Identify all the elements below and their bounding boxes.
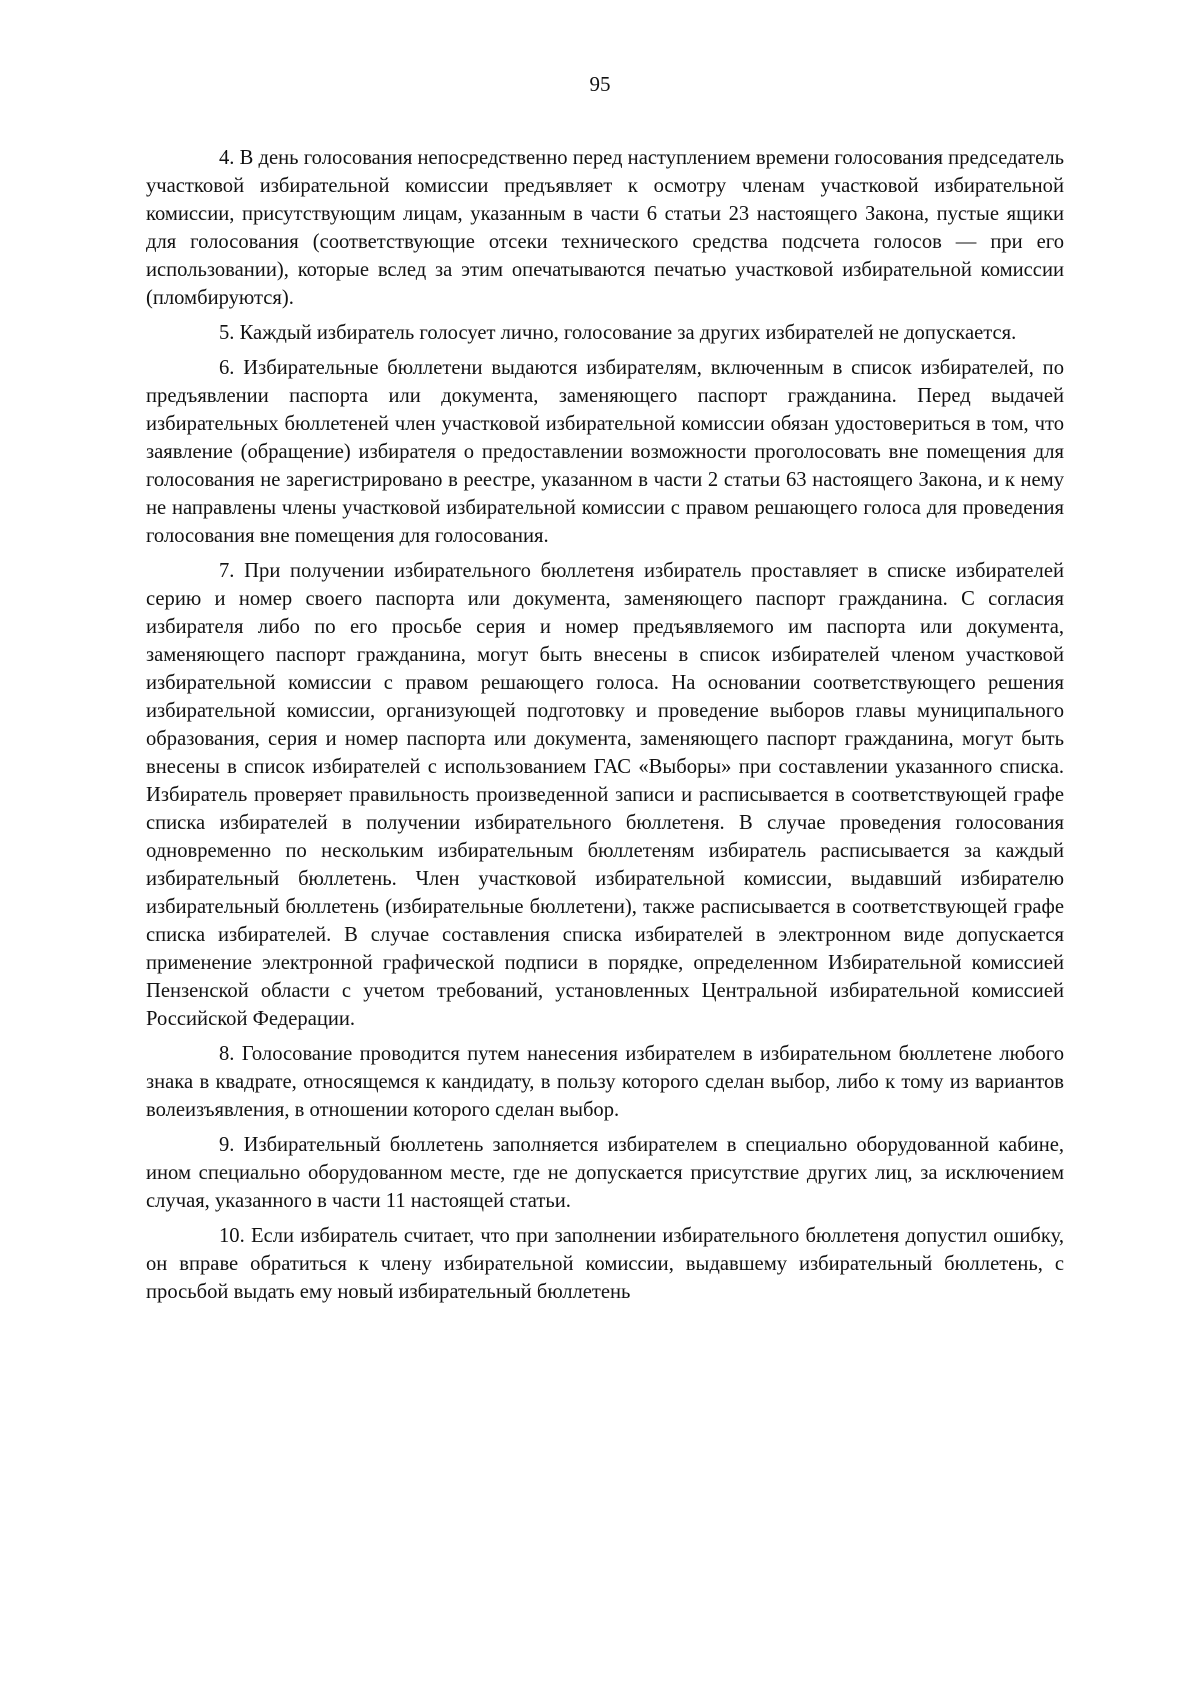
paragraph-item-9: 9. Избирательный бюллетень заполняется избирателем в специально оборудованной кабине, ином специально оборудованном месте, где не допускается присутствие других лиц, за исключением случая, указанного в части 11 настоящей статьи. bbox=[146, 1134, 1064, 1212]
paragraph-item-7: 7. При получении избирательного бюллетеня избиратель проставляет в списке избирателей серию и номер своего паспорта или документа, заменяющего паспорт гражданина. С согласия избирателя либо по его просьбе серия и номер предъявляемого им паспорта или документа, заменяющего паспорт гражданина, могут быть внесены в список избирателей членом участковой избирательной комиссии с правом решающего голоса. На основании соответствующего решения избирательной комиссии, организующей подготовку и проведение выборов главы муниципального образования, серия и номер паспорта или документа, заменяющего паспорт гражданина, могут быть внесены в список избирателей с использованием ГАС «Выборы» при составлении указанного списка. Избиратель проверяет правильность произведенной записи и расписывается в соответствующей графе списка избирателей в получении избирательного бюллетеня. В случае проведения голосования одновременно по нескольким избирательным бюллетеням избиратель расписывается за каждый избирательный бюллетень. Член участковой избирательной комиссии, выдавший избирателю избирательный бюллетень (избирательные бюллетени), также расписывается в соответствующей графе списка избирателей. В случае составления списка избирателей в электронном виде допускается применение электронной графической подписи в порядке, определенном Избирательной комиссией Пензенской области с учетом требований, установленных Центральной избирательной комиссией Российской Федерации. bbox=[146, 560, 1064, 1030]
paragraph-item-5: 5. Каждый избиратель голосует лично, голосование за других избирателей не допускается. bbox=[219, 322, 1017, 344]
paragraph-item-10: 10. Если избиратель считает, что при заполнении избирательного бюллетеня допустил ошибку, он вправе обратиться к члену избирательной комиссии, выдавшему избирательный бюллетень, с просьбой выдать ему новый избирательный бюллетень bbox=[146, 1225, 1064, 1303]
paragraph-item-4: 4. В день голосования непосредственно перед наступлением времени голосования председатель участковой избирательной комиссии предъявляет к осмотру членам участковой избирательной комиссии, присутствующим лицам, указанным в части 6 статьи 23 настоящего Закона, пустые ящики для голосования (соответствующие отсеки технического средства подсчета голосов — при его использовании), которые вслед за этим опечатываются печатью участковой избирательной комиссии (пломбируются). bbox=[146, 147, 1064, 309]
paragraph-item-6: 6. Избирательные бюллетени выдаются избирателям, включенным в список избирателей, по предъявлении паспорта или документа, заменяющего паспорт гражданина. Перед выдачей избирательных бюллетеней член участковой избирательной комиссии обязан удостовериться в том, что заявление (обращение) избирателя о предоставлении возможности проголосовать вне помещения для голосования не зарегистрировано в реестре, указанном в части 2 статьи 63 настоящего Закона, и к нему не направлены члены участковой избирательной комиссии с правом решающего голоса для проведения голосования вне помещения для голосования. bbox=[146, 357, 1064, 547]
paragraph-item-8: 8. Голосование проводится путем нанесения избирателем в избирательном бюллетене любого знака в квадрате, относящемся к кандидату, в пользу которого сделан выбор, либо к тому из вариантов волеизъявления, в отношении которого сделан выбор. bbox=[146, 1043, 1064, 1121]
page-number: 95 bbox=[589, 72, 611, 96]
page-content bbox=[146, 144, 1064, 1306]
